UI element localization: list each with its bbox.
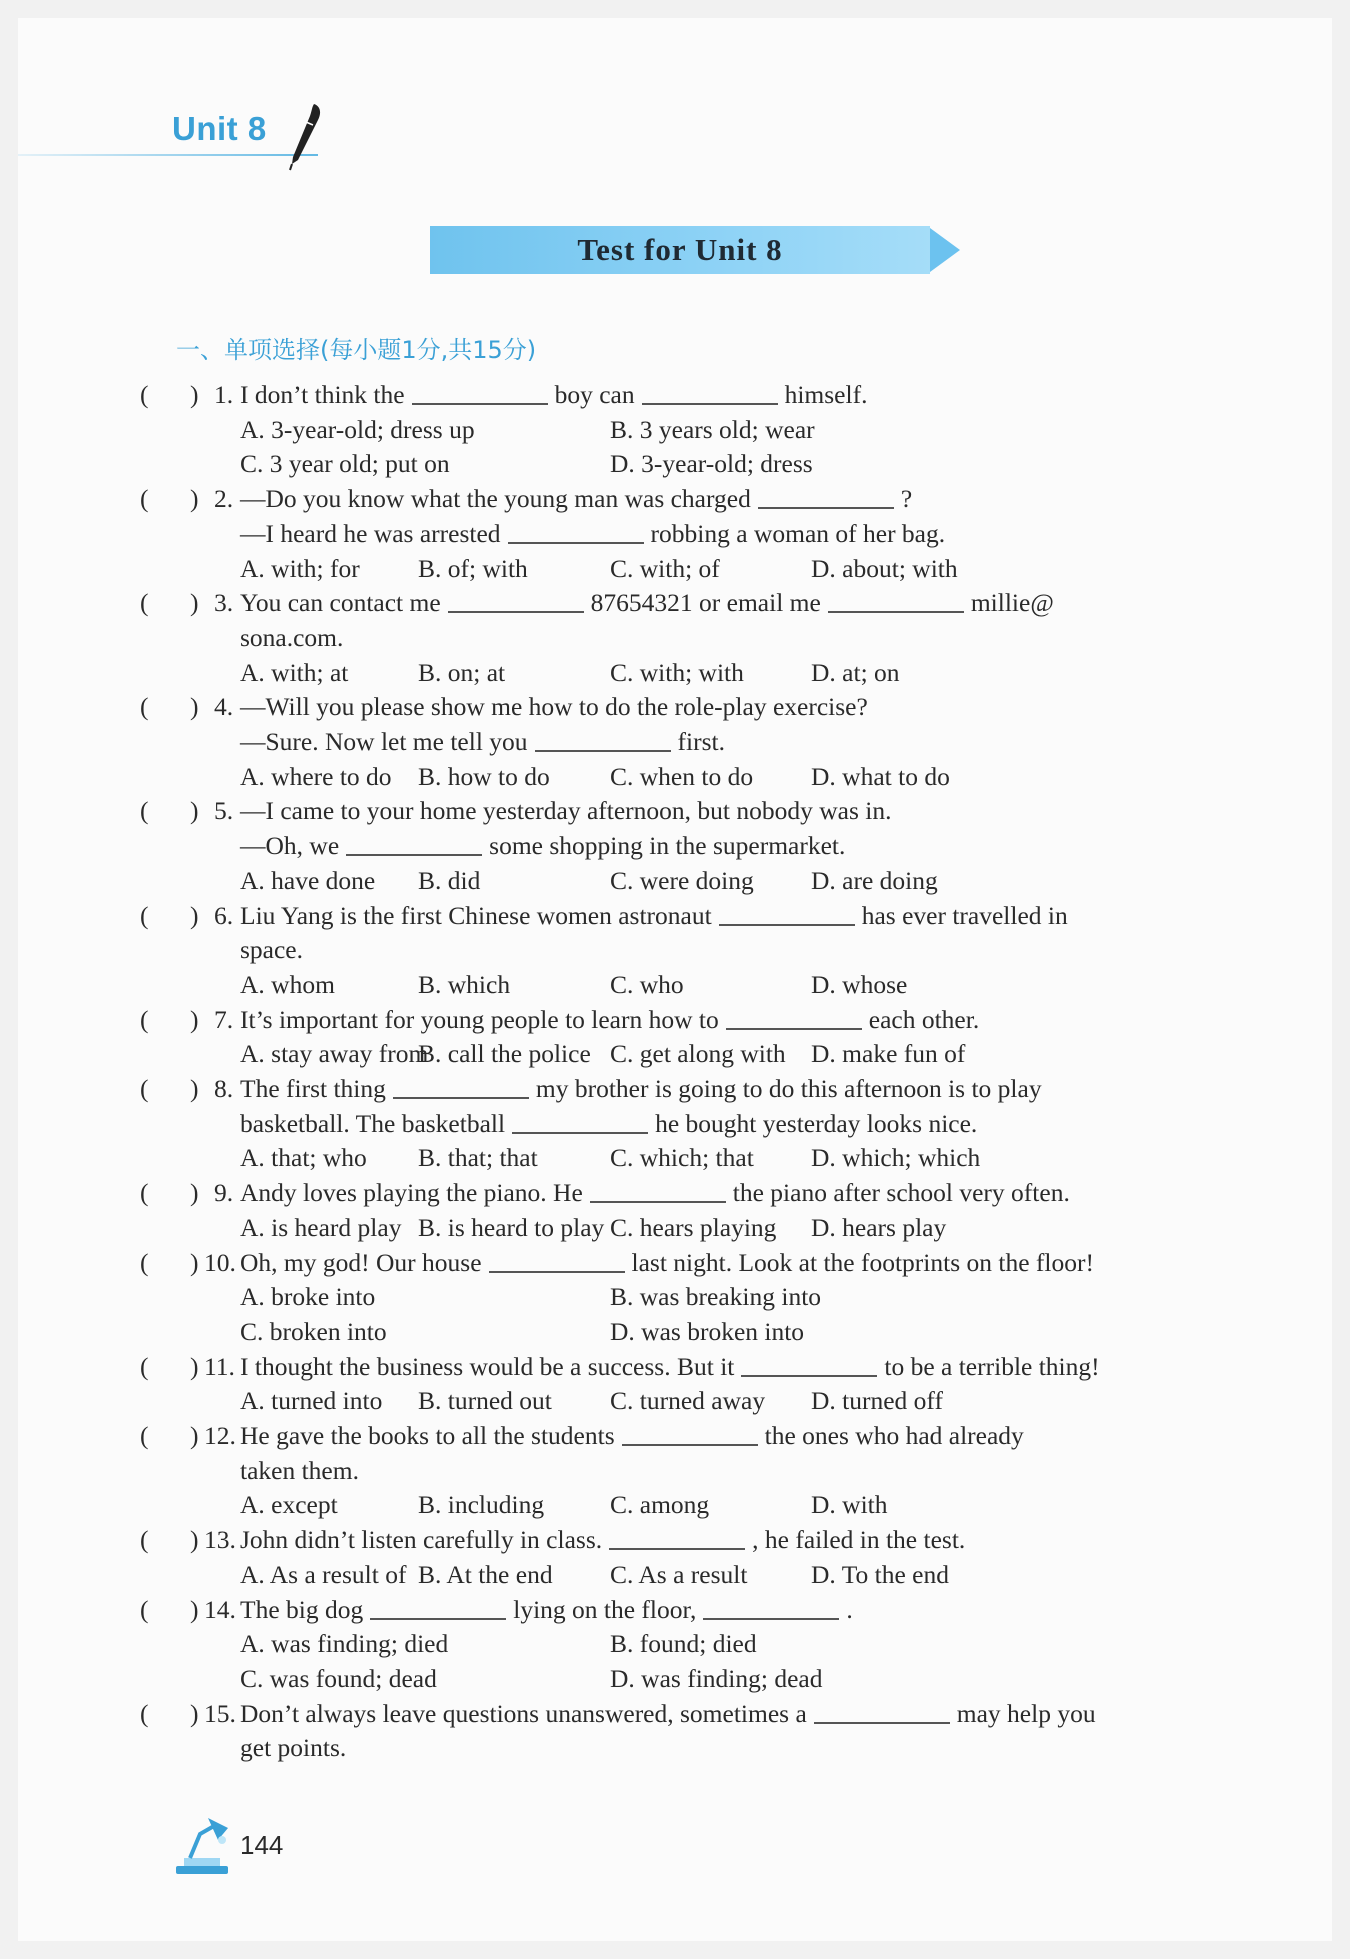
test-title: Test for Unit 8 [577,232,783,267]
answer-option[interactable]: D. turned off [811,1386,943,1416]
answer-blank[interactable] [489,1271,625,1273]
answer-option[interactable]: D. which; which [811,1143,981,1173]
answer-option[interactable]: D. whose [811,969,908,999]
question-number: 9. [214,1178,234,1208]
answer-option[interactable]: C. was found; dead [240,1663,437,1693]
answer-option[interactable]: B. of; with [418,553,528,583]
stem-text: —Oh, we [240,831,340,861]
answer-option[interactable]: C. broken into [240,1316,387,1346]
stem-text: robbing a woman of her bag. [650,518,946,548]
stem-text: Don’t always leave questions unanswered, sometimes a [240,1698,807,1728]
stem-text: —Do you know what the young man was charged [240,484,751,514]
stem-text: I don’t think the [240,380,405,409]
answer-option[interactable]: C. among [610,1490,710,1520]
stem-text: 87654321 or email me [590,588,821,618]
stem-text: has ever travelled in [861,900,1068,930]
question-number: 7. [214,1004,234,1034]
answer-paren-open: ( [140,1594,149,1624]
answer-paren-close: ) [190,1421,199,1450]
unit-title: Unit 8 [172,110,267,147]
answer-option[interactable]: D. are doing [811,865,938,895]
answer-paren-open: ( [140,1421,149,1450]
stem-text: get points. [240,1733,347,1763]
stem-text: . [846,1594,853,1624]
question-stem-line [240,794,892,828]
question-stem-line [240,517,945,551]
stem-text: sona.com. [240,622,344,652]
stem-text: You can contact me [240,588,441,618]
answer-paren-open: ( [140,1525,149,1555]
answer-option[interactable]: D. what to do [811,761,950,791]
answer-option[interactable]: A. broke into [240,1282,376,1312]
question-stem-line [240,482,912,516]
answer-option[interactable]: B. how to do [418,761,550,791]
question-stem-line [240,690,868,724]
answer-blank[interactable] [590,1201,726,1203]
stem-text: ? [900,484,913,514]
banner-arrow-icon [930,228,960,272]
answer-option[interactable]: A. with; for [240,553,360,583]
question-number: 8. [214,1074,234,1103]
question-stem-line [240,1246,1094,1280]
question-stem-line [240,1072,1042,1106]
question-number: 15. [204,1698,236,1728]
answer-blank[interactable] [703,1618,839,1620]
answer-option[interactable]: A. As a result of [240,1559,407,1589]
answer-blank[interactable] [508,542,644,544]
stem-text: basketball. The basketball [240,1108,506,1138]
answer-paren-open: ( [140,1074,149,1103]
answer-option[interactable]: B. turned out [418,1386,552,1416]
question-stem-line [240,1454,359,1488]
answer-paren-close: ) [190,588,199,618]
answer-blank[interactable] [622,1444,758,1446]
stem-text: last night. Look at the footprints on the floor! [631,1247,1094,1277]
stem-text: —Will you please show me how to do the role-play exercise? [240,692,868,722]
question-stem-line [240,1003,979,1037]
question-number: 6. [214,900,234,930]
stem-text: Liu Yang is the first Chinese women astronaut [240,900,712,930]
question-stem-line [240,621,343,655]
stem-text: He gave the books to all the students [240,1421,615,1450]
stem-text: —I came to your home yesterday afternoon, but nobody was in. [240,796,892,826]
answer-option[interactable]: B. call the police [418,1039,591,1069]
answer-blank[interactable] [741,1375,877,1377]
answer-paren-open: ( [140,900,149,930]
answer-option[interactable]: B. including [418,1490,545,1520]
question-stem-line [240,829,845,863]
stem-text: boy can [554,380,635,409]
answer-paren-close: ) [190,1074,199,1103]
answer-paren-close: ) [190,1594,199,1624]
answer-blank[interactable] [726,1028,862,1030]
answer-option[interactable]: D. make fun of [811,1039,966,1069]
unit-header-rule [18,154,318,156]
stem-text: each other. [868,1004,980,1034]
answer-option[interactable]: C. with; of [610,553,720,583]
stem-text: the ones who had already [764,1421,1024,1450]
answer-option[interactable]: D. hears play [811,1212,947,1242]
answer-blank[interactable] [393,1097,529,1099]
answer-blank[interactable] [609,1548,745,1550]
answer-option[interactable]: B. At the end [418,1559,553,1589]
stem-text: Oh, my god! Our house [240,1247,482,1277]
answer-blank[interactable] [370,1618,506,1620]
question-number: 4. [214,692,234,722]
answer-paren-close: ) [190,1525,199,1555]
answer-blank[interactable] [346,854,482,856]
stem-text: may help you [956,1698,1096,1728]
answer-paren-open: ( [140,588,149,618]
answer-blank[interactable] [758,507,894,509]
answer-option[interactable]: C. As a result [610,1559,748,1589]
question-number: 14. [204,1594,236,1624]
answer-blank[interactable] [814,1722,950,1724]
question-number: 13. [204,1525,236,1555]
answer-option[interactable]: C. get along with [610,1039,786,1069]
answer-paren-close: ) [190,1004,199,1034]
answer-paren-open: ( [140,1247,149,1277]
pen-icon [280,102,328,172]
answer-paren-close: ) [190,380,199,409]
answer-option[interactable]: D. To the end [811,1559,949,1589]
answer-option[interactable]: A. 3-year-old; dress up [240,414,475,444]
stem-text: some shopping in the supermarket. [489,831,846,861]
answer-option[interactable]: C. 3 year old; put on [240,449,450,479]
answer-option[interactable]: C. hears playing [610,1212,777,1242]
question-number: 1. [214,380,234,409]
answer-option[interactable]: C. who [610,969,684,999]
answer-option[interactable]: C. when to do [610,761,754,791]
question-stem-line [240,1523,965,1557]
stem-text: It’s important for young people to learn how to [240,1004,719,1034]
question-number: 11. [204,1351,235,1381]
answer-option[interactable]: B. was breaking into [610,1282,822,1312]
answer-paren-open: ( [140,1698,149,1728]
answer-option[interactable]: D. was finding; dead [610,1663,823,1693]
stem-text: The big dog [240,1594,364,1624]
answer-option[interactable]: C. which; that [610,1143,754,1173]
stem-text: taken them. [240,1455,359,1485]
worksheet-page [18,18,1332,1941]
stem-text: —Sure. Now let me tell you [240,727,528,756]
stem-text: first. [677,727,725,756]
question-number: 2. [214,484,234,514]
answer-paren-close: ) [190,1247,199,1277]
question-number: 3. [214,588,234,618]
stem-text: —I heard he was arrested [240,518,501,548]
answer-option[interactable]: B. is heard to play [418,1212,605,1242]
answer-paren-open: ( [140,1178,149,1208]
answer-paren-close: ) [190,900,199,930]
stem-text: , he failed in the test. [752,1525,966,1555]
stem-text: he bought yesterday looks nice. [655,1108,978,1138]
answer-option[interactable]: A. that; who [240,1143,367,1173]
stem-text: to be a terrible thing! [884,1351,1100,1381]
question-stem-line [240,1419,1024,1453]
answer-option[interactable]: B. found; died [610,1629,757,1659]
answer-option[interactable]: B. that; that [418,1143,538,1173]
answer-paren-close: ) [190,796,199,826]
page-number: 144 [240,1830,284,1860]
answer-paren-open: ( [140,692,149,722]
answer-blank[interactable] [535,750,671,752]
question-number: 5. [214,796,234,826]
answer-paren-open: ( [140,484,149,514]
question-stem-line [240,378,867,412]
answer-blank[interactable] [448,611,584,613]
answer-option[interactable]: B. on; at [418,657,506,687]
stem-text: my brother is going to do this afternoon is to play [535,1074,1042,1103]
question-stem-line [240,1107,977,1141]
answer-blank[interactable] [412,403,548,405]
answer-option[interactable]: A. whom [240,969,335,999]
section-heading: 一、单项选择(每小题1分,共15分) [176,336,537,364]
answer-paren-close: ) [190,1178,199,1208]
answer-option[interactable]: A. except [240,1490,338,1520]
answer-option[interactable]: D. at; on [811,657,900,687]
question-number: 12. [204,1421,236,1450]
answer-option[interactable]: B. which [418,969,511,999]
answer-option[interactable]: C. were doing [610,865,754,895]
answer-option[interactable]: D. 3-year-old; dress [610,449,813,479]
stem-text: I thought the business would be a success. But it [240,1351,735,1381]
answer-option[interactable]: A. stay away from [240,1039,429,1069]
answer-paren-close: ) [190,484,199,514]
answer-option[interactable]: D. with [811,1490,888,1520]
question-stem-line [240,1697,1096,1731]
answer-paren-open: ( [140,796,149,826]
stem-text: John didn’t listen carefully in class. [240,1525,603,1555]
question-stem-line [240,725,725,759]
answer-option[interactable]: D. about; with [811,553,958,583]
answer-paren-open: ( [140,1004,149,1034]
question-stem-line [240,1593,853,1627]
answer-option[interactable]: A. turned into [240,1386,383,1416]
answer-blank[interactable] [719,924,855,926]
answer-option[interactable]: B. 3 years old; wear [610,414,815,444]
stem-text: Andy loves playing the piano. He [240,1178,583,1208]
question-stem-line [240,586,1054,620]
answer-blank[interactable] [828,611,964,613]
stem-text: the piano after school very often. [732,1178,1070,1208]
answer-paren-open: ( [140,1351,149,1381]
answer-option[interactable]: A. was finding; died [240,1629,449,1659]
answer-blank[interactable] [512,1132,648,1134]
question-stem-line [240,1731,346,1765]
stem-text: lying on the floor, [513,1594,697,1624]
answer-option[interactable]: D. was broken into [610,1316,805,1346]
stem-text: space. [240,935,304,965]
question-number: 10. [204,1247,236,1277]
question-stem-line [240,933,303,967]
answer-option[interactable]: A. is heard play [240,1212,402,1242]
answer-option[interactable]: A. with; at [240,657,349,687]
answer-paren-close: ) [190,692,199,722]
answer-blank[interactable] [642,403,778,405]
answer-option[interactable]: A. where to do [240,761,392,791]
answer-option[interactable]: A. have done [240,865,376,895]
stem-text: millie@ [970,588,1054,618]
question-stem-line [240,1350,1100,1384]
answer-paren-close: ) [190,1351,199,1381]
stem-text: The first thing [240,1074,386,1103]
desk-lamp-icon [170,1814,234,1876]
answer-option[interactable]: C. turned away [610,1386,766,1416]
answer-paren-open: ( [140,380,149,409]
stem-text: himself. [784,380,868,409]
answer-option[interactable]: B. did [418,865,481,895]
answer-paren-close: ) [190,1698,199,1728]
answer-option[interactable]: C. with; with [610,657,744,687]
question-stem-line [240,899,1068,933]
question-stem-line [240,1176,1070,1210]
